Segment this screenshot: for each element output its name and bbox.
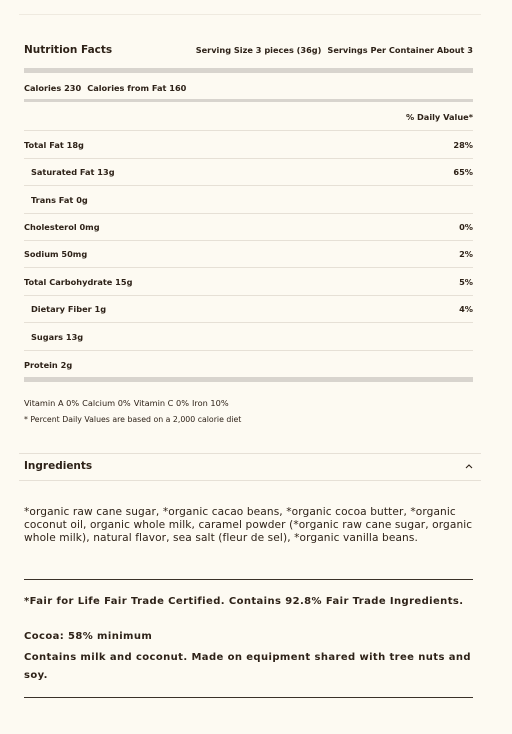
- cocoa-percentage: Cocoa: 58% minimum: [24, 631, 153, 642]
- section-divider: [19, 480, 481, 481]
- daily-value-label: % Daily Value*: [405, 111, 473, 122]
- ingredients-title: Ingredients: [24, 460, 93, 472]
- ingredients-accordion-header[interactable]: [24, 455, 474, 477]
- nutrient-dv: 2%: [459, 248, 473, 259]
- calories: Calories 230: [24, 82, 82, 93]
- allergen-statement: Contains milk and coconut. Made on equipment shared with tree nuts and soy.: [24, 652, 471, 681]
- nutrient-row: [24, 295, 473, 323]
- nutrition-facts-title: Nutrition Facts: [24, 44, 113, 56]
- vitamins-line: [24, 398, 229, 408]
- calcium: Calcium 0%: [82, 398, 131, 408]
- ingredients-text: *organic raw cane sugar, *organic cacao beans, *organic cocoa butter, *organic coconut oil, organic whole milk, caramel powder (*organic raw cane sugar, organic whole milk), natural flavor, sea salt (fleur de sel), *organic vanilla beans.: [24, 506, 473, 544]
- nutrient-dv: 5%: [459, 276, 473, 287]
- top-divider: [19, 14, 481, 15]
- divider: [24, 697, 473, 698]
- nutrient-row: [24, 158, 473, 186]
- nutrient-row: [24, 268, 473, 296]
- vitamin-c: Vitamin C 0%: [133, 398, 189, 408]
- nutrient-dv: 28%: [453, 139, 473, 150]
- nutrition-facts-header: [24, 36, 473, 64]
- nutrient-label: Dietary Fiber 1g: [31, 303, 107, 314]
- nutrient-label: Saturated Fat 13g: [31, 166, 115, 177]
- nutrient-row: [24, 186, 473, 214]
- thick-divider: [24, 99, 473, 102]
- nutrient-row: [24, 131, 473, 159]
- nutrient-row: [24, 323, 473, 351]
- nutrient-dv: 65%: [453, 166, 473, 177]
- section-divider: [19, 453, 481, 454]
- daily-value-footnote: * Percent Daily Values are based on a 2,000 calorie diet: [24, 415, 242, 424]
- nutrient-row: [24, 351, 473, 378]
- nutrient-row: [24, 213, 473, 241]
- daily-value-header: [24, 103, 473, 131]
- nutrient-dv: 4%: [459, 303, 473, 314]
- vitamin-a: Vitamin A 0%: [24, 398, 80, 408]
- nutrient-label: Sodium 50mg: [24, 248, 88, 259]
- serving-size: Serving Size 3 pieces (36g): [195, 45, 322, 55]
- calories-values: [24, 83, 186, 93]
- thick-divider: [24, 68, 473, 73]
- thick-divider: [24, 377, 473, 382]
- divider: [24, 579, 473, 580]
- nutrient-dv: 0%: [459, 221, 473, 232]
- nutrient-label: Protein 2g: [24, 359, 73, 370]
- iron: Iron 10%: [192, 398, 229, 408]
- calories-from-fat: Calories from Fat 160: [87, 82, 187, 93]
- nutrient-label: Sugars 13g: [31, 331, 84, 342]
- nutrient-label: Total Fat 18g: [24, 139, 84, 150]
- servings-per-container: Servings Per Container About 3: [327, 45, 473, 55]
- nutrient-label: Total Carbohydrate 15g: [24, 276, 133, 287]
- chevron-up-icon[interactable]: [464, 461, 474, 471]
- nutrient-label: Cholesterol 0mg: [24, 221, 100, 232]
- serving-info: [196, 45, 473, 55]
- fair-trade-statement: *Fair for Life Fair Trade Certified. Contains 92.8% Fair Trade Ingredients.: [24, 596, 464, 607]
- nutrient-label: Trans Fat 0g: [31, 194, 88, 205]
- calories-row: [24, 74, 473, 101]
- nutrient-row: [24, 240, 473, 268]
